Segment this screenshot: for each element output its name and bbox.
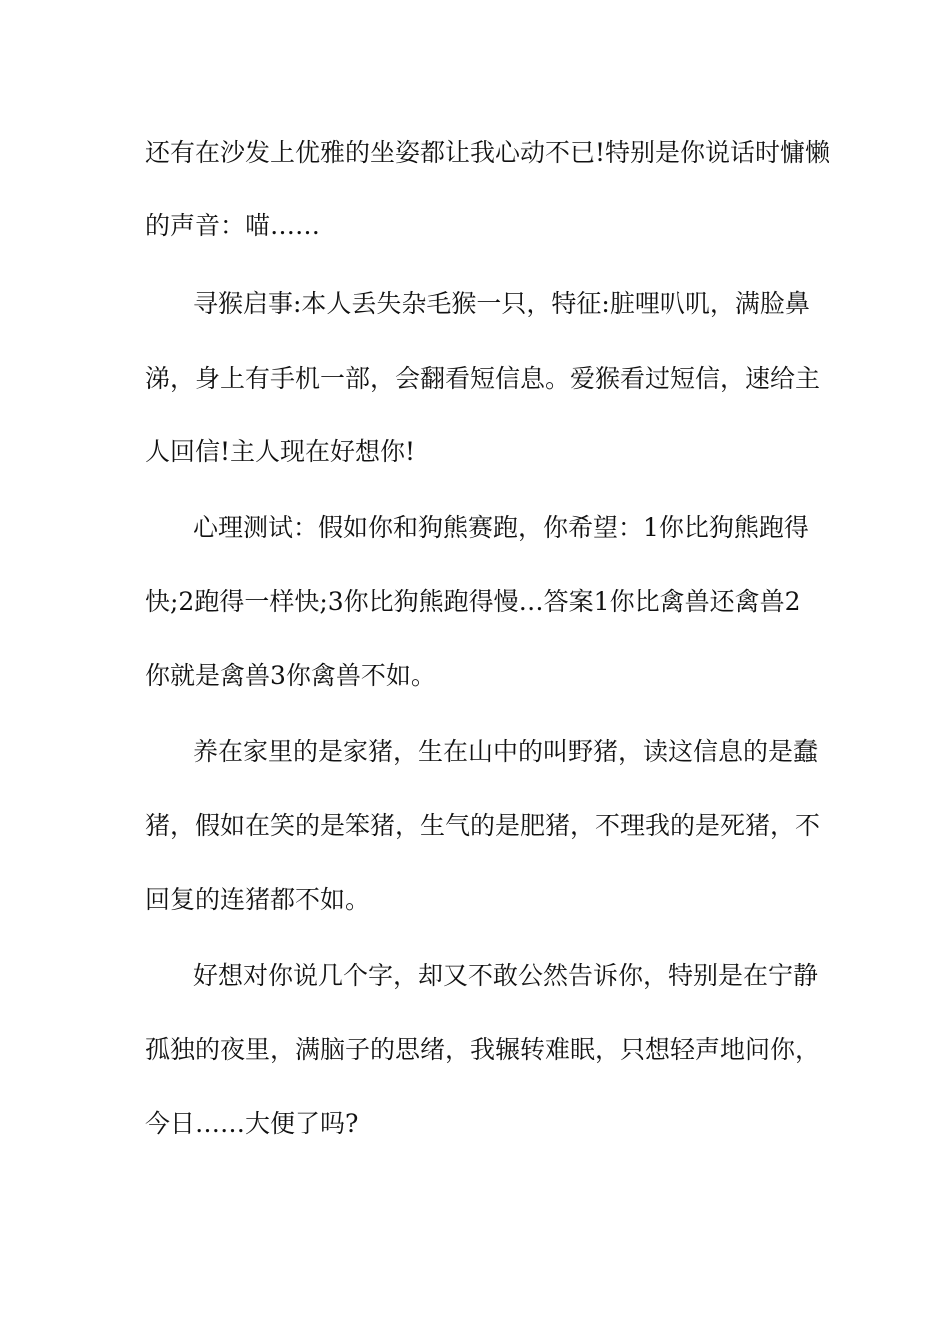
text-line: 的声音：喵…… [145,211,321,240]
text-line: 回复的连猪都不如。 [145,885,371,914]
paragraph-first-line: 养在家里的是家猪，生在山中的叫野猪，读这信息的是蠢 [193,737,819,766]
text-line: 今日……大便了吗? [145,1109,359,1138]
text-line: 人回信!主人现在好想你! [145,437,416,466]
text-line: 你就是禽兽3你禽兽不如。 [145,661,436,690]
paragraph-first-line: 好想对你说几个字，却又不敢公然告诉你，特别是在宁静 [193,961,819,990]
paragraph-first-line: 心理测试：假如你和狗熊赛跑，你希望：1你比狗熊跑得 [193,513,809,542]
text-line: 快;2跑得一样快;3你比狗熊跑得慢…答案1你比禽兽还禽兽2 [145,587,801,616]
text-line: 还有在沙发上优雅的坐姿都让我心动不已!特别是你说话时慵懒 [145,138,831,167]
paragraph-first-line: 寻猴启事:本人丢失杂毛猴一只，特征:脏哩叭叽，满脸鼻 [193,289,810,318]
text-line: 涕，身上有手机一部，会翻看短信息。爱猴看过短信，速给主 [145,364,821,393]
text-line: 孤独的夜里，满脑子的思绪，我辗转难眠，只想轻声地问你， [145,1035,821,1064]
text-line: 猪，假如在笑的是笨猪，生气的是肥猪，不理我的是死猪，不 [145,811,821,840]
